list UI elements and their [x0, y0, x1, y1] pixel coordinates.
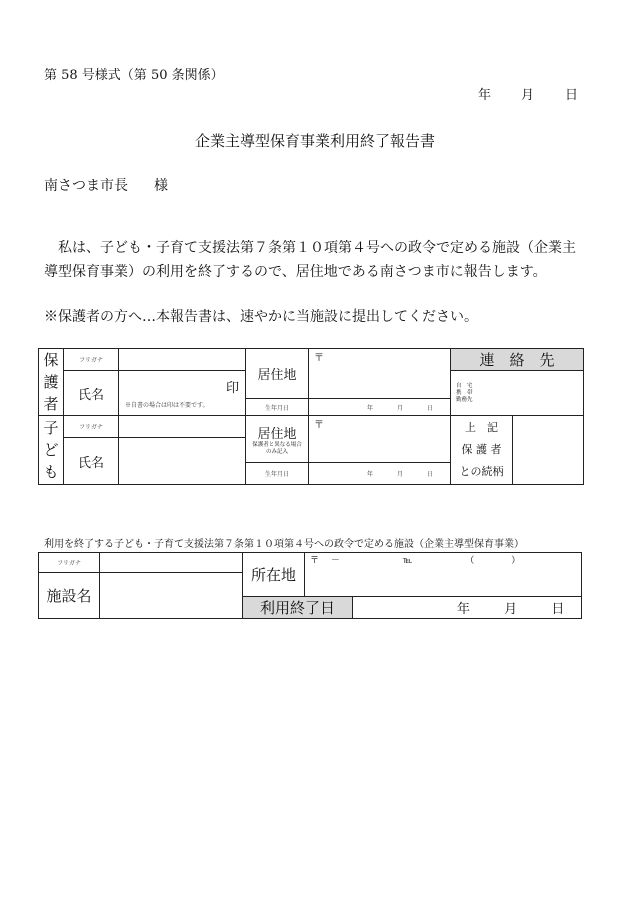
child-label-char-2: ど: [43, 441, 59, 459]
contact-home-label: 自 宅: [456, 382, 473, 389]
guardian-birthdate-field[interactable]: [309, 399, 451, 416]
guardian-label-char-1: 保: [43, 351, 59, 369]
relation-line-1: 上 記: [465, 421, 498, 434]
facility-name-label: 施設名: [39, 573, 100, 619]
child-residence-label: [246, 416, 309, 463]
facility-location-field[interactable]: [305, 553, 582, 597]
relation-label: [451, 416, 513, 485]
guardian-child-table: [38, 348, 584, 485]
contact-header: 連 絡 先: [451, 349, 584, 371]
child-birth-year: 年: [367, 471, 374, 478]
child-postal-mark: 〒: [314, 420, 324, 431]
facility-table: [38, 552, 582, 619]
child-birthdate-label: 生年月日: [246, 463, 309, 485]
addressee-name: 南さつま市長: [44, 178, 128, 194]
facility-paren-close: ）: [511, 556, 521, 566]
contact-mobile-label: 携 帯: [456, 389, 473, 396]
child-residence-note: 保護者と異なる場合のみ記入: [252, 441, 302, 455]
guardian-furigana-field[interactable]: [119, 349, 246, 371]
contact-field[interactable]: [451, 371, 584, 416]
facility-furigana-label: フリガナ: [39, 553, 100, 573]
child-label-char-3: も: [43, 463, 59, 481]
guardian-label-char-3: 者: [43, 395, 59, 413]
note-text: ※保護者の方へ…本報告書は、速やかに当施設に提出してください。: [44, 309, 478, 325]
postal-mark: 〒: [314, 353, 324, 364]
end-date-day: 日: [551, 602, 565, 617]
guardian-name-field[interactable]: [119, 371, 246, 416]
guardian-label-char-2: 護: [43, 373, 59, 391]
form-number: 第 58 号様式（第 50 条関係）: [44, 68, 224, 83]
date-day-label: 日: [565, 88, 579, 103]
relation-field[interactable]: [513, 416, 584, 485]
child-name-field[interactable]: [119, 438, 246, 485]
facility-tel-mark: ℡: [402, 556, 413, 566]
child-furigana-label: フリガナ: [64, 416, 119, 438]
end-date-month: 月: [504, 602, 518, 617]
child-label-char-1: 子: [43, 419, 59, 437]
body-text: 私は、子ども・子育て支援法第７条第１０項第４号への政令で定める施設（企業主導型保育事業）の利用を終了するので、居住地である南さつま市に報告します。: [44, 240, 576, 280]
child-furigana-field[interactable]: [119, 416, 246, 438]
guardian-section-label: [39, 349, 64, 416]
facility-location-label: 所在地: [243, 553, 305, 597]
addressee-honorific: 様: [154, 178, 168, 194]
child-section-label: [39, 416, 64, 485]
facility-name-field[interactable]: [100, 573, 243, 619]
contact-work-label: 勤務先: [456, 396, 473, 403]
child-birth-day: 日: [426, 471, 433, 478]
date-year-label: 年: [478, 88, 492, 103]
relation-line-2: 保 護 者: [461, 443, 502, 456]
facility-postal: 〒 －: [310, 556, 340, 566]
end-date-label: 利用終了日: [243, 597, 353, 619]
guardian-residence-label: 居住地: [246, 349, 309, 399]
guardian-furigana-label: フリガナ: [64, 349, 119, 371]
guardian-birth-day: 日: [426, 404, 433, 412]
facility-section-title: 利用を終了する子ども・子育て支援法第７条第１０項第４号への政令で定める施設（企業主導型保育事業）: [44, 539, 524, 550]
guardian-birthdate-label: 生年月日: [246, 399, 309, 416]
guardian-name-label: 氏名: [64, 371, 119, 416]
seal-note: ※自書の場合は印は不要です。: [125, 402, 209, 409]
guardian-residence-field[interactable]: [309, 349, 451, 399]
end-date-field[interactable]: [353, 597, 582, 619]
addressee: [44, 175, 168, 195]
facility-paren-open: （: [465, 556, 475, 566]
guardian-birth-month: 月: [396, 404, 403, 412]
child-residence-label-text: 居住地: [257, 426, 297, 442]
end-date-year: 年: [457, 602, 471, 617]
child-birthdate-field[interactable]: [309, 463, 451, 485]
child-residence-field[interactable]: [309, 416, 451, 463]
facility-furigana-field[interactable]: [100, 553, 243, 573]
child-birth-month: 月: [396, 471, 403, 478]
document-title: 企業主導型保育事業利用終了報告書: [194, 132, 435, 150]
relation-line-3: との続柄: [459, 465, 504, 478]
seal-mark: 印: [225, 381, 239, 396]
guardian-birth-year: 年: [367, 404, 374, 412]
date-month-label: 月: [521, 88, 535, 103]
child-name-label: 氏名: [64, 438, 119, 485]
